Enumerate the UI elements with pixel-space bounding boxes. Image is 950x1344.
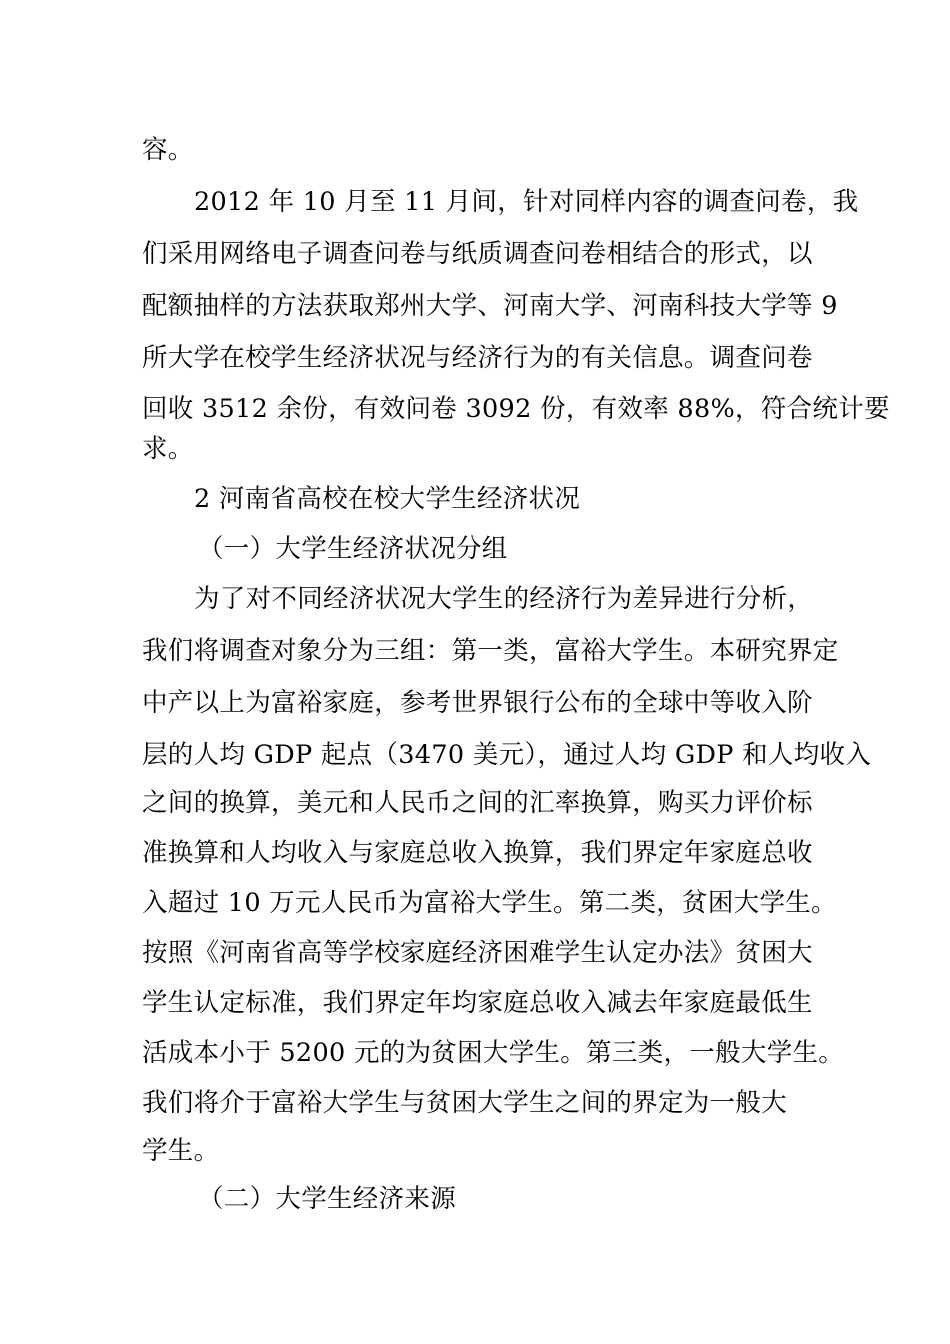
text-line: 求。 [142, 434, 194, 464]
text-line: 我们将介于富裕大学生与贫困大学生之间的界定为一般大 [142, 1088, 788, 1118]
text-line: 学生。 [142, 1136, 220, 1166]
text-line: 回收 3512 余份，有效问卷 3092 份，有效率 88%，符合统计要 [142, 394, 890, 424]
text-line: 按照《河南省高等学校家庭经济困难学生认定办法》贫困大 [142, 938, 813, 968]
text-line: 们采用网络电子调查问卷与纸质调查问卷相结合的形式，以 [142, 239, 813, 269]
text-line: 配额抽样的方法获取郑州大学、河南大学、河南科技大学等 9 [142, 291, 838, 321]
text-line: 容。 [142, 135, 194, 165]
subsection-heading: （一）大学生经济状况分组 [198, 534, 508, 564]
paragraph-first-line: 为了对不同经济状况大学生的经济行为差异进行分析， [194, 584, 814, 614]
text-line: 所大学在校学生经济状况与经济行为的有关信息。调查问卷 [142, 343, 813, 373]
text-line: 之间的换算，美元和人民币之间的汇率换算，购买力评价标 [142, 788, 813, 818]
text-line: 中产以上为富裕家庭，参考世界银行公布的全球中等收入阶 [142, 688, 813, 718]
text-line: 我们将调查对象分为三组：第一类，富裕大学生。本研究界定 [142, 636, 839, 666]
text-line: 活成本小于 5200 元的为贫困大学生。第三类，一般大学生。 [142, 1038, 845, 1068]
text-line: 学生认定标准，我们界定年均家庭总收入减去年家庭最低生 [142, 988, 813, 1018]
paragraph-first-line: 2012 年 10 月至 11 月间，针对同样内容的调查问卷，我 [194, 187, 859, 217]
text-line: 准换算和人均收入与家庭总收入换算，我们界定年家庭总收 [142, 838, 813, 868]
subsection-heading: （二）大学生经济来源 [198, 1184, 457, 1214]
text-line: 层的人均 GDP 起点（3470 美元），通过人均 GDP 和人均收入 [142, 740, 872, 770]
text-line: 入超过 10 万元人民币为富裕大学生。第二类，贫困大学生。 [142, 888, 837, 918]
section-heading: 2 河南省高校在校大学生经济状况 [194, 484, 581, 514]
